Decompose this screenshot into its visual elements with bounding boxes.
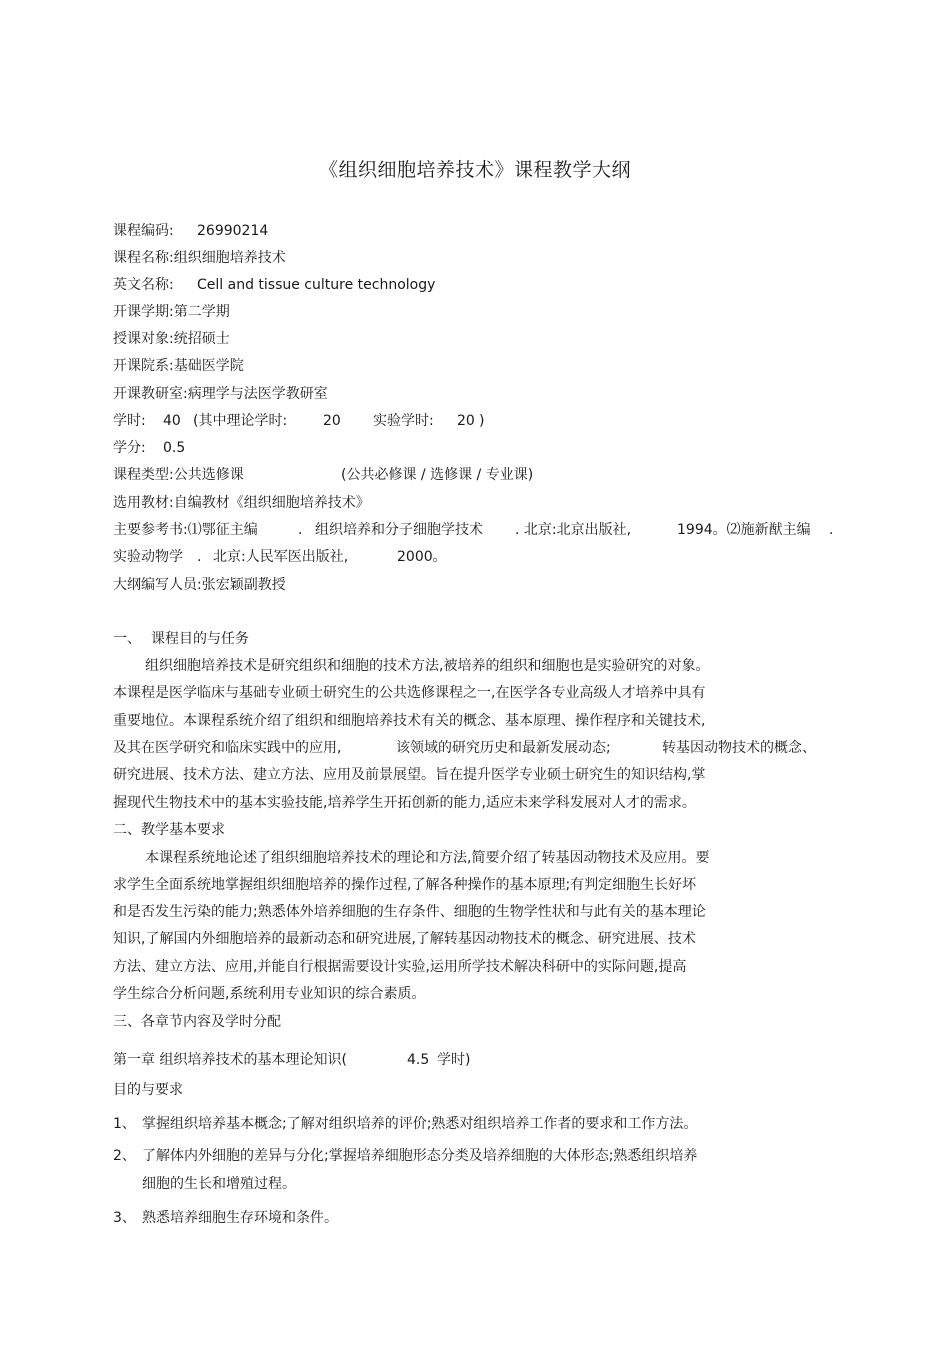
ref-2-dot2: . <box>197 549 202 565</box>
course-type-label: 课程类型:公共选修课 <box>113 467 244 483</box>
hours-label: 学时: <box>113 413 146 429</box>
section1-line: 研究进展、技术方法、建立方法、应用及前景展望。旨在提升医学专业硕士研究生的知识结构,掌 <box>113 767 706 783</box>
section2-line: 本课程系统地论述了组织细胞培养技术的理论和方法,简要介绍了转基因动物技术及应用。要 <box>145 850 710 866</box>
chapter1-hours-unit: 学时) <box>437 1052 471 1068</box>
ref-2-dot: . <box>829 522 834 538</box>
info-audience: 授课对象:统招硕士 <box>113 331 230 347</box>
course-code-label: 课程编码: <box>113 223 174 239</box>
info-office: 开课教研室:病理学与法医学教研室 <box>113 386 328 402</box>
info-course-name: 课程名称:组织细胞培养技术 <box>113 250 286 266</box>
hours-close-paren: ) <box>479 413 485 429</box>
ref-1-editor: 主要参考书:⑴鄂征主编 <box>113 522 258 538</box>
section2-line: 和是否发生污染的能力;熟悉体外培养细胞的生存条件、细胞的生物学性状和与此有关的基本理论 <box>113 904 706 920</box>
list-item-number: 1、 <box>113 1116 136 1132</box>
section1-line: 握现代生物技术中的基本实验技能,培养学生开拓创新的能力,适应未来学科发展对人才的需求。 <box>113 795 696 811</box>
ref-1-publisher: . 北京:北京出版社, <box>515 522 632 538</box>
section1-line: 组织细胞培养技术是研究组织和细胞的技术方法,被培养的组织和细胞也是实验研究的对象。 <box>145 658 710 674</box>
theory-hours-label: (其中理论学时: <box>193 413 288 429</box>
ref-2-year: 2000。 <box>397 549 447 565</box>
chapter1-goal-heading: 目的与要求 <box>113 1082 183 1098</box>
section1-line-part: 该领域的研究历史和最新发展动态; <box>396 740 611 756</box>
course-code-value: 26990214 <box>197 223 269 239</box>
section2-line: 求学生全面系统地掌握组织细胞培养的操作过程,了解各种操作的基本原理;有判定细胞生长好坏 <box>113 877 697 893</box>
list-item-number: 3、 <box>113 1210 136 1226</box>
section1-number: 一、 <box>113 631 141 647</box>
list-item-text: 了解体内外细胞的差异与分化;掌握培养细胞形态分类及培养细胞的大体形态;熟悉组织培养 <box>142 1148 698 1164</box>
section2-line: 知识,了解国内外细胞培养的最新动态和研究进展,了解转基因动物技术的概念、研究进展、技术 <box>113 931 696 947</box>
credit-value: 0.5 <box>163 440 186 456</box>
lab-hours-label: 实验学时: <box>373 413 434 429</box>
section2-line: 方法、建立方法、应用,并能自行根据需要设计实验,运用所学技术解决科研中的实际问题,提高 <box>113 959 687 975</box>
info-textbook: 选用教材:自编教材《组织细胞培养技术》 <box>113 495 370 511</box>
list-item-text: 细胞的生长和增殖过程。 <box>142 1176 296 1192</box>
ref-2-publisher: 北京:人民军医出版社, <box>213 549 349 565</box>
list-item-number: 2、 <box>113 1148 136 1164</box>
english-name-value: Cell and tissue culture technology <box>197 277 436 293</box>
section1-title: 课程目的与任务 <box>151 631 249 647</box>
ref-2-editor: 1994。⑵施新猷主编 <box>677 522 811 538</box>
chapter1-hours: 4.5 <box>407 1052 430 1068</box>
list-item-text: 掌握组织培养基本概念;了解对组织培养的评价;熟悉对组织培养工作者的要求和工作方法。 <box>142 1116 698 1132</box>
english-name-label: 英文名称: <box>113 277 174 293</box>
section1-line-part: 转基因动物技术的概念、 <box>662 740 816 756</box>
info-department: 开课院系:基础医学院 <box>113 358 244 374</box>
theory-hours-value: 20 <box>323 413 341 429</box>
credit-label: 学分: <box>113 440 146 456</box>
ref-1-title: 组织培养和分子细胞学技术 <box>315 522 483 538</box>
hours-value: 40 <box>163 413 181 429</box>
info-term: 开课学期:第二学期 <box>113 304 230 320</box>
section1-line-part: 及其在医学研究和临床实践中的应用, <box>113 740 342 756</box>
section2-line: 学生综合分析问题,系统利用专业知识的综合素质。 <box>113 986 426 1002</box>
list-item-text: 熟悉培养细胞生存环境和条件。 <box>142 1210 338 1226</box>
ref-2-title: 实验动物学 <box>113 549 183 565</box>
chapter1-title: 第一章 组织培养技术的基本理论知识( <box>113 1052 347 1068</box>
section1-line: 本课程是医学临床与基础专业硕士研究生的公共选修课程之一,在医学各专业高级人才培养中具有 <box>113 685 706 701</box>
course-type-options: (公共必修课 / 选修课 / 专业课) <box>341 467 534 483</box>
ref-1-dot: . <box>298 522 303 538</box>
lab-hours-value: 20 <box>457 413 475 429</box>
section2-heading: 二、教学基本要求 <box>113 822 225 838</box>
page-title: 《组织细胞培养技术》课程教学大纲 <box>318 159 631 181</box>
info-author: 大纲编写人员:张宏颖副教授 <box>113 577 286 593</box>
section1-line: 重要地位。本课程系统介绍了组织和细胞培养技术有关的概念、基本原理、操作程序和关键技术, <box>113 713 706 729</box>
section3-heading: 三、各章节内容及学时分配 <box>113 1014 281 1030</box>
